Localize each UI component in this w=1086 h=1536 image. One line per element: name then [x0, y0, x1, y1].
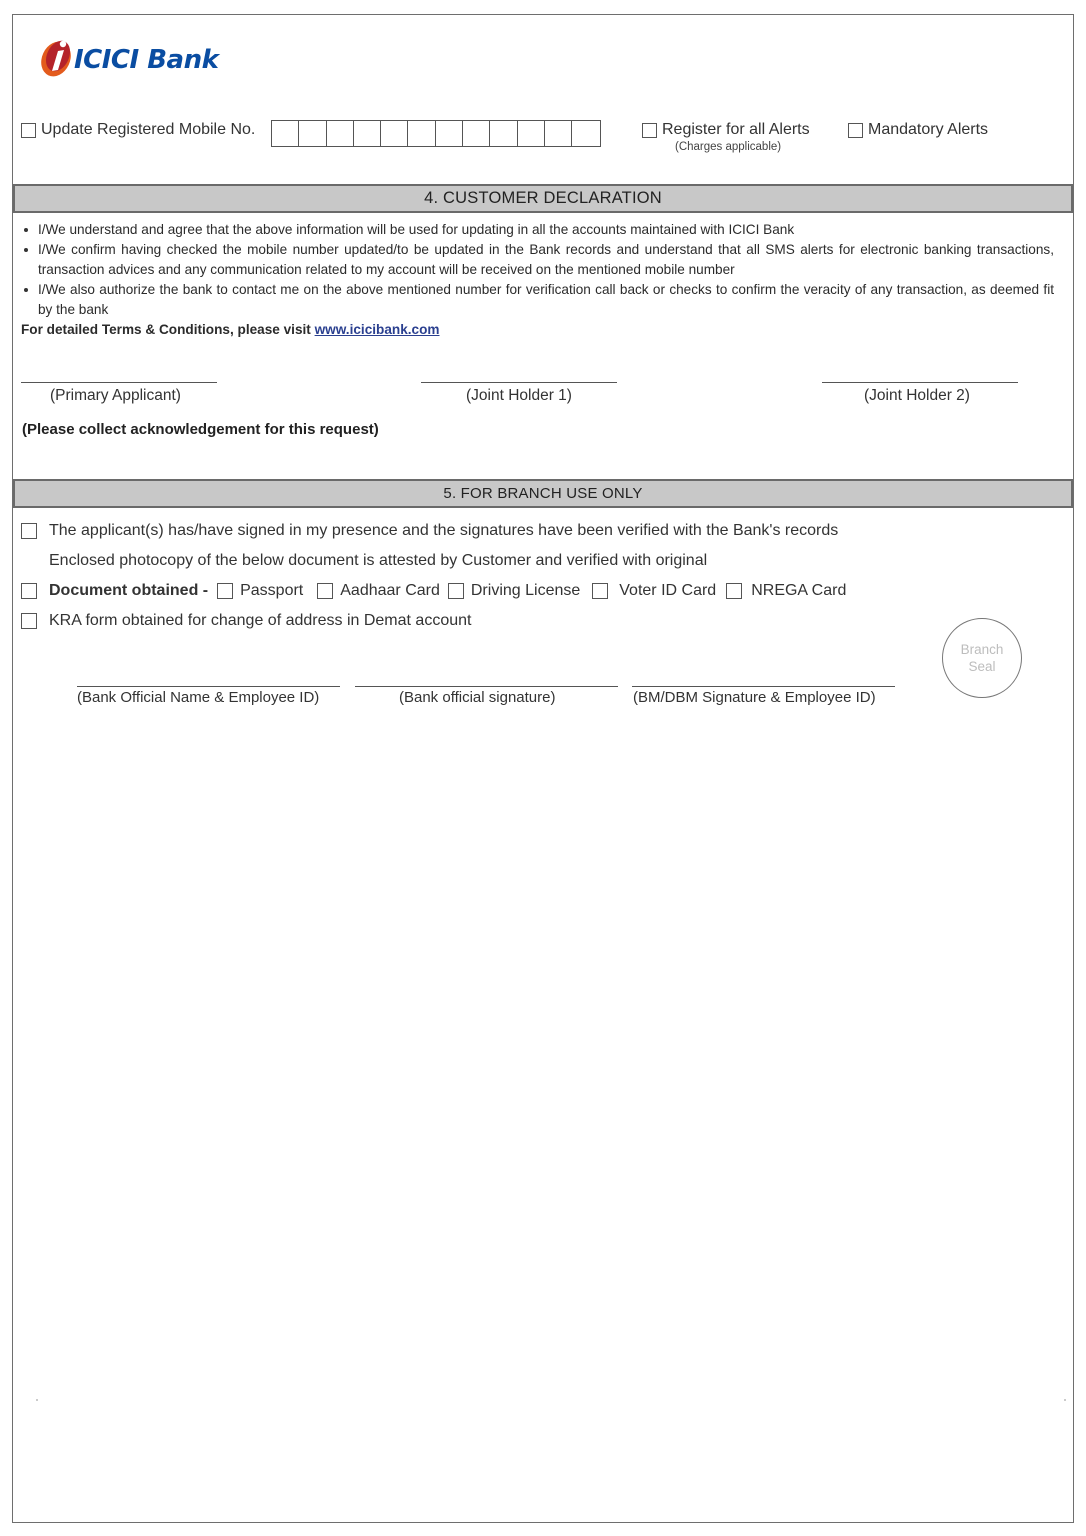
bank-official-name-line[interactable]	[77, 686, 340, 687]
mandatory-alerts-label: Mandatory Alerts	[868, 121, 989, 138]
passport-label: Passport	[240, 582, 304, 599]
declaration-bullet: I/We understand and agree that the above information will be used for updating in all the accounts maintained with ICICI Bank	[21, 220, 1054, 240]
seal-text-line-2: Seal	[968, 659, 996, 674]
voter-id-checkbox[interactable]	[592, 583, 608, 599]
mobile-digit-box[interactable]	[572, 121, 599, 146]
primary-applicant-label: (Primary Applicant)	[50, 387, 181, 404]
aadhaar-label: Aadhaar Card	[340, 582, 440, 599]
charges-applicable-note: (Charges applicable)	[675, 141, 782, 153]
seal-text-line-1: Branch	[960, 642, 1004, 657]
bank-official-signature-label: (Bank official signature)	[399, 689, 556, 706]
register-all-alerts-checkbox[interactable]	[642, 123, 657, 138]
doc-option-passport[interactable]	[208, 582, 307, 600]
doc-option-nrega[interactable]	[720, 582, 850, 600]
update-mobile-label: Update Registered Mobile No.	[41, 121, 256, 138]
icici-bank-logo	[36, 34, 218, 78]
mobile-digit-box[interactable]	[463, 121, 490, 146]
signed-in-presence-label: The applicant(s) has/have signed in my presence and the signatures have been verified with the Bank's records	[49, 522, 839, 539]
register-all-alerts-option[interactable]	[642, 121, 810, 153]
icici-website-link[interactable]: www.icicibank.com	[314, 322, 440, 337]
mobile-number-input[interactable]	[271, 120, 601, 147]
branch-seal-stamp-area	[942, 618, 1022, 698]
declaration-text	[21, 220, 1054, 340]
kra-form-checkbox[interactable]	[21, 613, 37, 629]
update-mobile-checkbox[interactable]	[21, 123, 36, 138]
enclosed-photocopy-text: Enclosed photocopy of the below document is attested by Customer and verified with original	[49, 552, 708, 569]
mobile-digit-box[interactable]	[518, 121, 545, 146]
print-mark	[36, 1399, 38, 1401]
enclosed-photocopy-note	[49, 552, 707, 570]
document-obtained-checkbox[interactable]	[21, 583, 37, 599]
terms-prefix: For detailed Terms & Conditions, please visit	[21, 322, 315, 337]
logo-wordmark: ICICI Bank	[74, 45, 219, 75]
bank-official-signature-line[interactable]	[355, 686, 618, 687]
doc-option-driving-license[interactable]	[444, 582, 584, 600]
kra-form-label: KRA form obtained for change of address in Demat account	[49, 612, 472, 629]
mobile-digit-box[interactable]	[408, 121, 435, 146]
mobile-digit-box[interactable]	[436, 121, 463, 146]
mobile-digit-box[interactable]	[299, 121, 326, 146]
mobile-digit-box[interactable]	[545, 121, 572, 146]
mandatory-alerts-option[interactable]	[848, 121, 988, 139]
joint-holder-2-label: (Joint Holder 2)	[864, 387, 970, 404]
aadhaar-checkbox[interactable]	[317, 583, 333, 599]
mobile-digit-box[interactable]	[327, 121, 354, 146]
section-header-branch-use: 5. FOR BRANCH USE ONLY	[13, 479, 1073, 508]
mobile-digit-box[interactable]	[490, 121, 517, 146]
acknowledgement-note: (Please collect acknowledgement for this request)	[22, 421, 379, 438]
mobile-digit-box[interactable]	[354, 121, 381, 146]
kra-form-option[interactable]	[21, 612, 471, 630]
declaration-bullet: I/We also authorize the bank to contact me on the above mentioned number for verification call back or checks to confirm the veracity of any transaction, as deemed fit by the bank	[21, 280, 1054, 320]
doc-option-voter-id[interactable]	[584, 582, 720, 600]
signed-in-presence-checkbox[interactable]	[21, 523, 37, 539]
nrega-checkbox[interactable]	[726, 583, 742, 599]
joint-holder-1-signature-line[interactable]	[421, 382, 617, 383]
print-mark	[1064, 1399, 1066, 1401]
declaration-bullet: I/We confirm having checked the mobile number updated/to be updated in the Bank records and understand that all SMS alerts for electronic banking transactions, transaction advices and any communication related to my account will be received on the mentioned mobile number	[21, 240, 1054, 280]
document-obtained-row	[21, 582, 850, 600]
register-all-alerts-label: Register for all Alerts	[662, 121, 810, 138]
voter-id-label: Voter ID Card	[619, 582, 717, 599]
icici-logo-mark-icon	[36, 34, 76, 78]
mobile-digit-box[interactable]	[272, 121, 299, 146]
mobile-digit-box[interactable]	[381, 121, 408, 146]
joint-holder-2-signature-line[interactable]	[822, 382, 1018, 383]
terms-line	[21, 320, 1054, 340]
primary-applicant-signature-line[interactable]	[21, 382, 217, 383]
bm-dbm-signature-label: (BM/DBM Signature & Employee ID)	[633, 689, 876, 706]
document-obtained-label: Document obtained -	[49, 582, 209, 599]
bank-official-name-label: (Bank Official Name & Employee ID)	[77, 689, 320, 706]
joint-holder-1-label: (Joint Holder 1)	[466, 387, 572, 404]
doc-option-aadhaar[interactable]	[307, 582, 444, 600]
signed-in-presence-option[interactable]	[21, 522, 838, 540]
bm-dbm-signature-line[interactable]	[632, 686, 895, 687]
driving-license-checkbox[interactable]	[448, 583, 464, 599]
mandatory-alerts-checkbox[interactable]	[848, 123, 863, 138]
nrega-label: NREGA Card	[751, 582, 847, 599]
section-header-customer-declaration: 4. CUSTOMER DECLARATION	[13, 184, 1073, 213]
passport-checkbox[interactable]	[217, 583, 233, 599]
driving-license-label: Driving License	[470, 582, 581, 599]
update-mobile-option[interactable]	[21, 121, 255, 139]
